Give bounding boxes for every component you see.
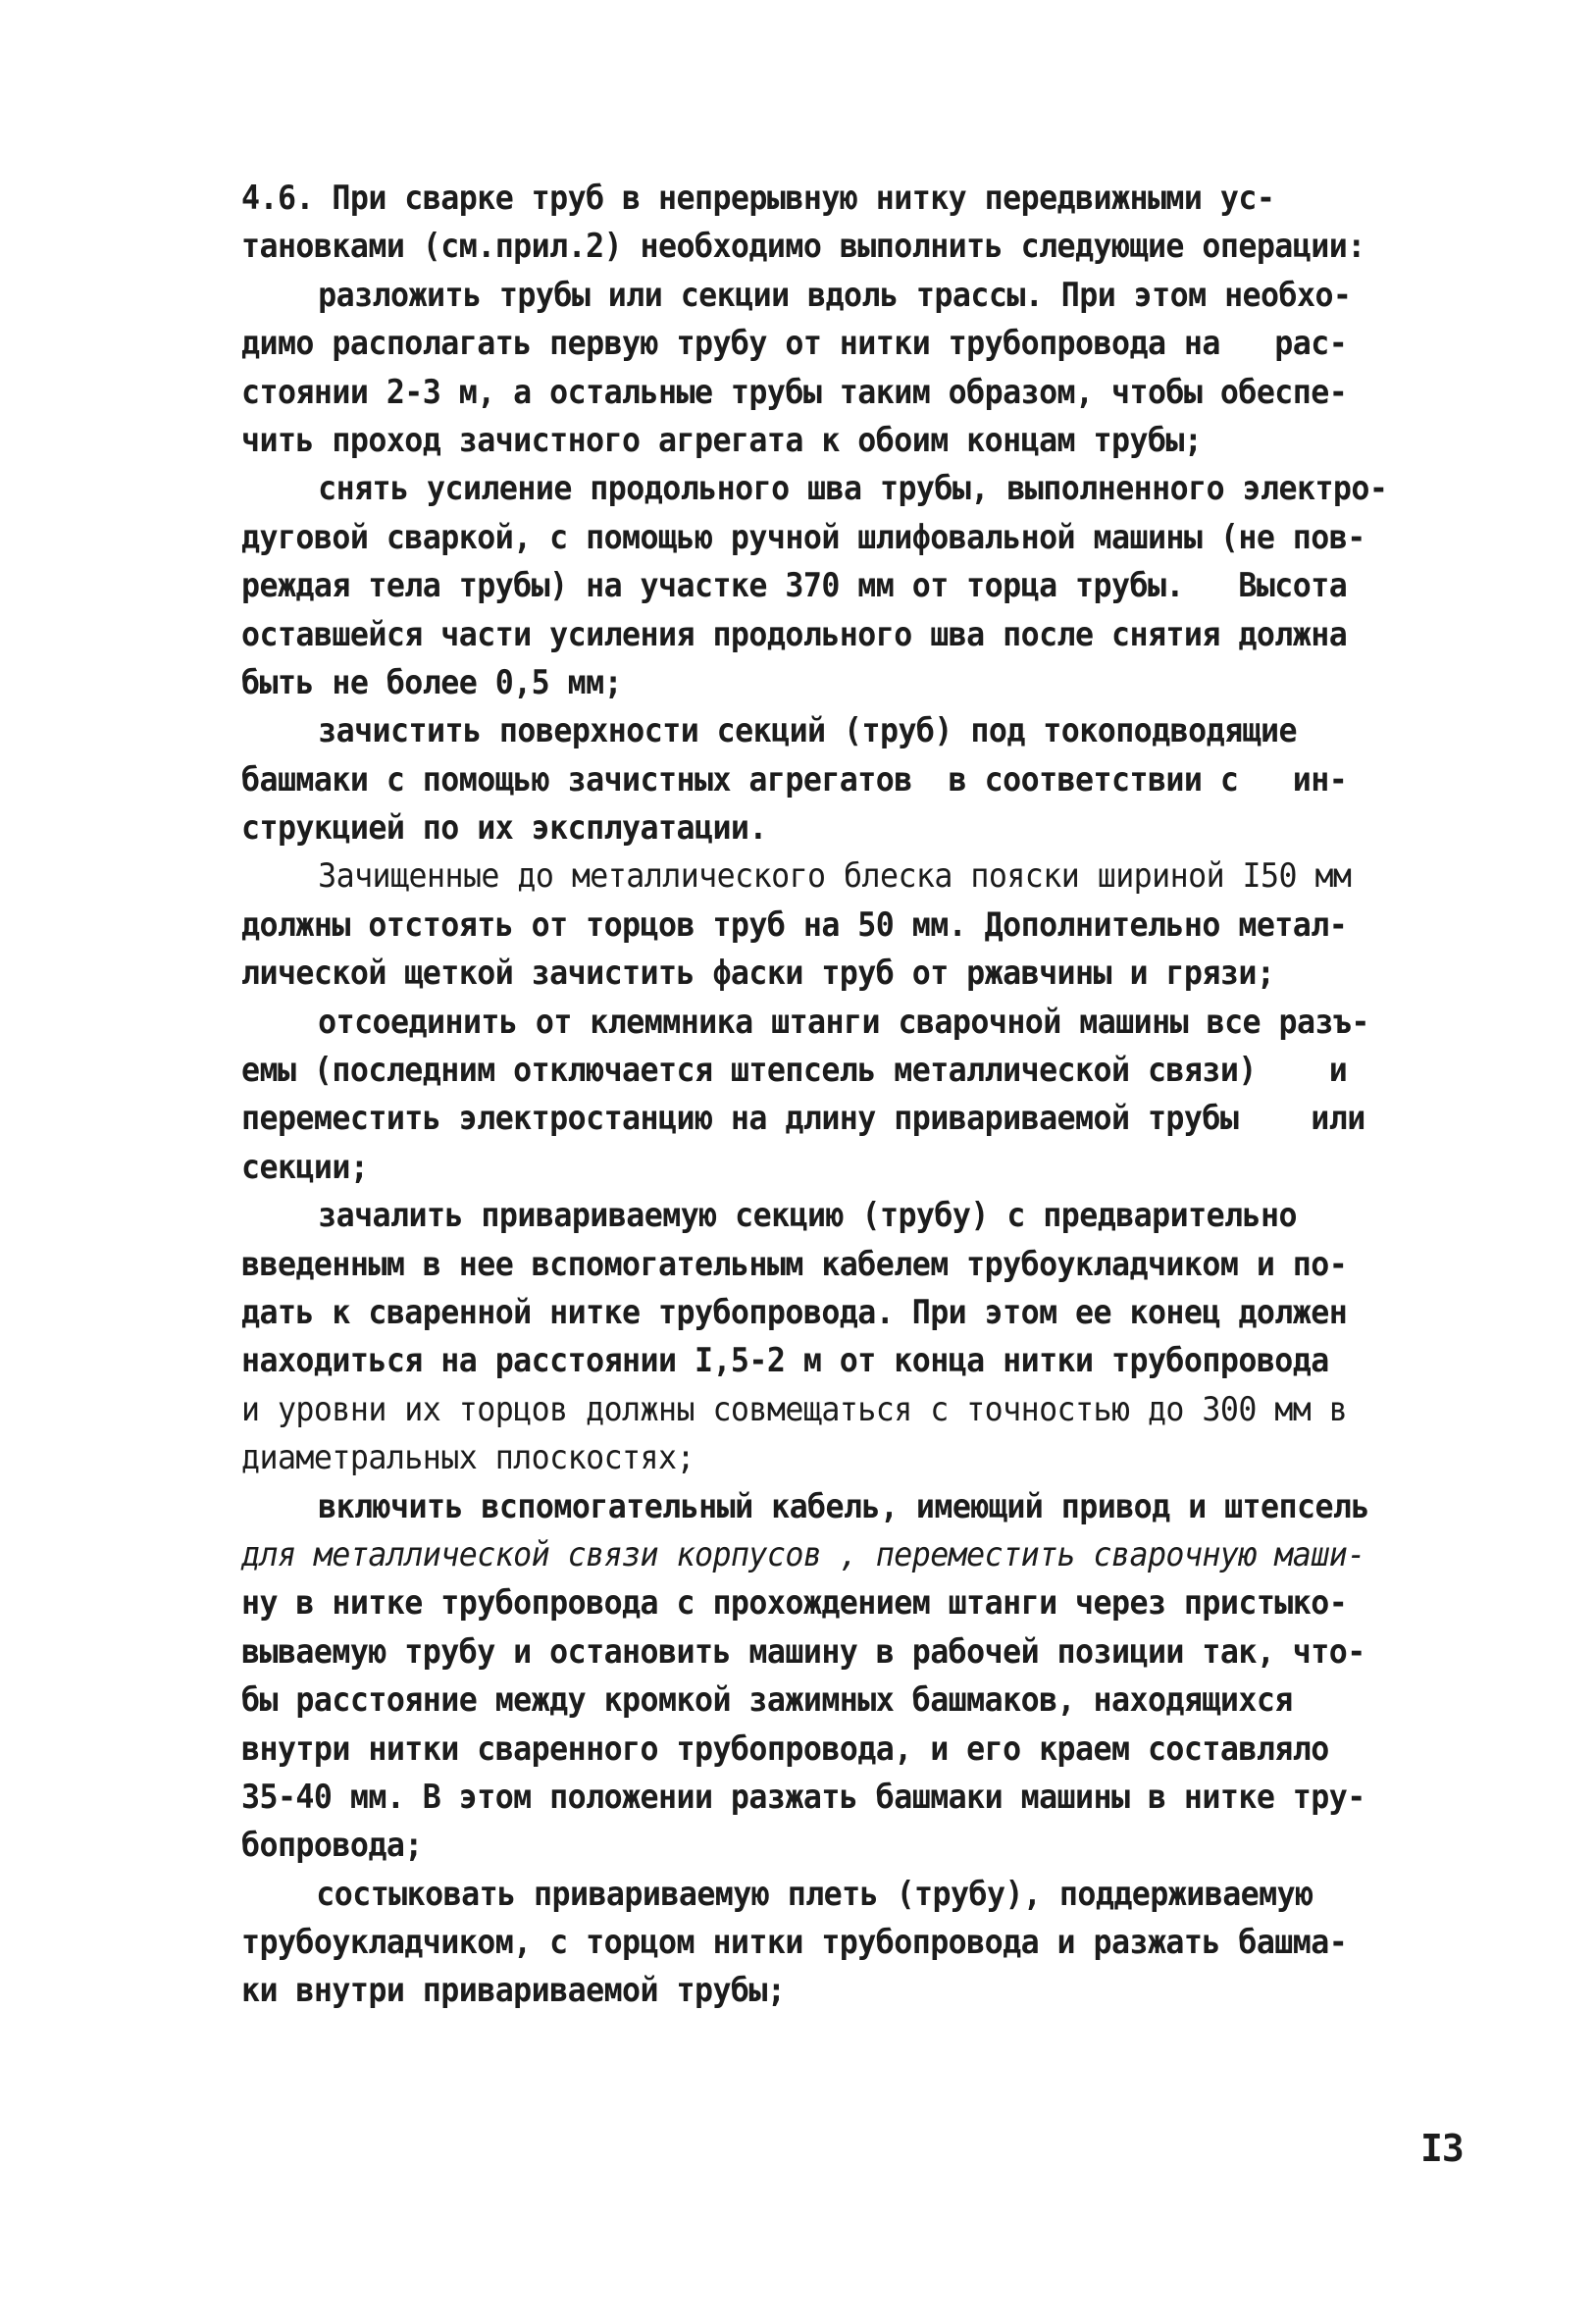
text-line: дать к сваренной нитке трубопровода. При этом ее конец должен <box>241 1292 1348 1332</box>
text-line: находиться на расстоянии I,5-2 м от конца нитки трубопровода <box>241 1341 1329 1381</box>
text-line: снять усиление продольного шва трубы, выполненного электро- <box>318 469 1388 509</box>
text-line: переместить электростанцию на длину привариваемой трубы или <box>241 1099 1365 1139</box>
document-body <box>241 175 1497 2016</box>
page-number: I3 <box>1420 2127 1464 2170</box>
text-line: дуговой сваркой, с помощью ручной шлифовальной машины (не пов- <box>241 517 1365 557</box>
text-line: ки внутри привариваемой трубы; <box>241 1971 786 2011</box>
text-line: Зачищенные до металлического блеска пояски шириной I50 мм <box>318 856 1352 897</box>
text-line: стоянии 2-3 м, а остальные трубы таким образом, чтобы обеспе- <box>241 372 1348 412</box>
text-line: 4.6. При сварке труб в непрерывную нитку передвижными ус- <box>241 179 1275 218</box>
text-line: реждая тела трубы) на участке 370 мм от торца трубы. Высота <box>241 566 1348 606</box>
text-line: разложить трубы или секции вдоль трассы. При этом необхо- <box>318 275 1352 315</box>
text-line: оставшейся части усиления продольного шва после снятия должна <box>241 614 1348 654</box>
text-line: секции; <box>241 1147 369 1187</box>
text-line: 35-40 мм. В этом положении разжать башмаки машины в нитке тру- <box>241 1777 1365 1817</box>
text-line: емы (последним отключается штепсель металлической связи) и <box>241 1051 1348 1091</box>
text-line: чить проход зачистного агрегата к обоим концам трубы; <box>241 420 1203 460</box>
text-line: отсоединить от клеммника штанги сварочной машины все разъ- <box>318 1002 1369 1042</box>
text-line: бопровода; <box>241 1826 423 1866</box>
text-line: зачистить поверхности секций (труб) под токоподводящие <box>318 711 1297 751</box>
text-line: состыковать привариваемую плеть (трубу), поддерживаемую <box>316 1874 1313 1914</box>
text-line: введенным в нее вспомогательным кабелем трубоукладчиком и по- <box>241 1244 1348 1284</box>
text-line: вываемую трубу и остановить машину в рабочей позиции так, что- <box>241 1631 1365 1672</box>
text-line: башмаки с помощью зачистных агрегатов в соответствии с ин- <box>241 759 1348 799</box>
text-line: включить вспомогательный кабель, имеющий привод и штепсель <box>318 1486 1369 1526</box>
text-line: лической щеткой зачистить фаски труб от ржавчины и грязи; <box>241 954 1275 994</box>
text-line: димо располагать первую трубу от нитки трубопровода на рас- <box>241 324 1348 364</box>
text-line: внутри нитки сваренного трубопровода, и его краем составляло <box>241 1728 1329 1769</box>
text-line: бы расстояние между кромкой зажимных башмаков, находящихся <box>241 1680 1293 1721</box>
text-line: зачалить привариваемую секцию (трубу) с предварительно <box>318 1196 1297 1236</box>
text-line: быть не более 0,5 мм; <box>241 662 623 702</box>
text-line: трубоукладчиком, с торцом нитки трубопровода и разжать башма- <box>241 1923 1348 1963</box>
text-line: струкцией по их эксплуатации. <box>241 808 767 849</box>
text-line: должны отстоять от торцов труб на 50 мм. Дополнительно метал- <box>241 904 1348 945</box>
text-line: и уровни их торцов должны совмещаться с точностью до 300 мм в <box>241 1389 1348 1429</box>
text-line: тановками (см.прил.2) необходимо выполнить следующие операции: <box>241 227 1365 267</box>
text-line: для металлической связи корпусов , переместить сварочную маши- <box>241 1534 1365 1574</box>
text-line: ну в нитке трубопровода с прохождением штанги через пристыко- <box>241 1583 1348 1624</box>
text-line: диаметральных плоскостях; <box>241 1438 695 1478</box>
